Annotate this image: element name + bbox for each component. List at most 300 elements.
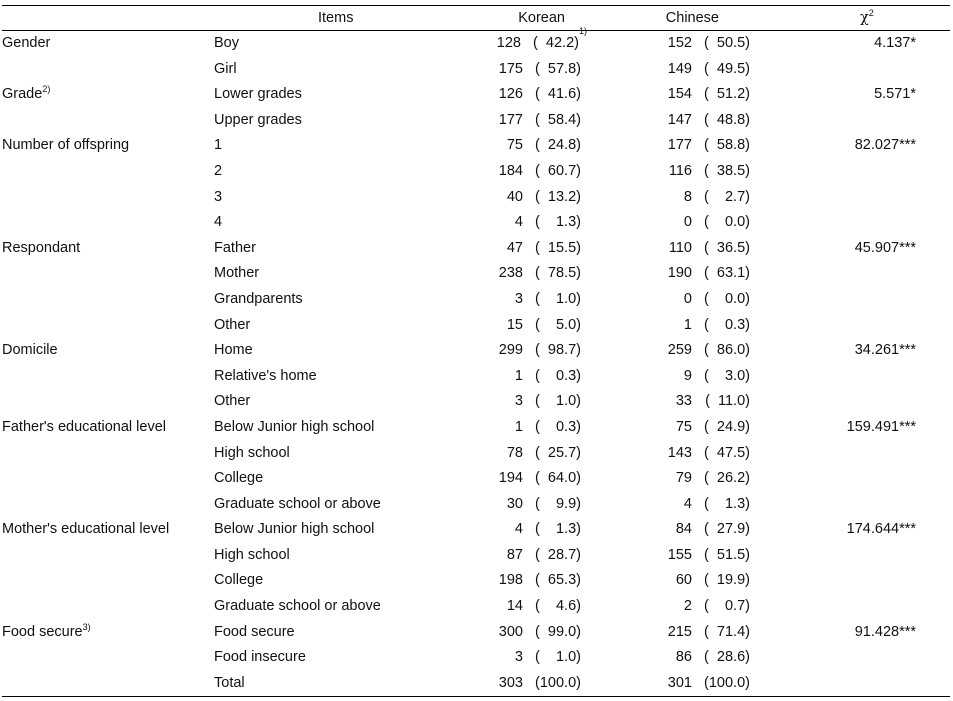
chinese-percent-wrap	[692, 313, 750, 339]
row-item: Graduate school or above	[214, 495, 381, 512]
percent-pad	[709, 163, 717, 179]
korean-value	[424, 82, 587, 108]
percent-close-paren: )	[576, 239, 581, 256]
chi-square-cell	[750, 287, 950, 313]
korean-count: 3	[514, 649, 523, 666]
percent-close-paren: )	[576, 60, 581, 77]
percent-open-paren: (	[700, 495, 709, 512]
korean-percent-wrap	[523, 492, 581, 518]
percent-value: 38.5	[716, 162, 746, 179]
percent-open-paren: (	[700, 111, 709, 128]
chinese-value	[587, 441, 750, 467]
chinese-cell	[587, 261, 750, 287]
percent-open-paren: (	[531, 239, 540, 256]
percent-pad	[540, 496, 556, 512]
table-row	[2, 568, 950, 594]
percent-value: 1.0	[555, 649, 577, 666]
table-row	[2, 57, 950, 83]
table-row	[2, 287, 950, 313]
chinese-cell	[587, 568, 750, 594]
korean-percent-wrap	[523, 159, 581, 185]
percent-pad	[709, 445, 717, 461]
percent-close-paren: )	[745, 60, 750, 77]
chinese-value	[587, 82, 750, 108]
table-row	[2, 82, 950, 108]
chinese-cell	[587, 31, 750, 57]
percent-pad	[540, 547, 548, 563]
percent-pad	[540, 265, 548, 281]
percent-value: 1.3	[724, 495, 746, 512]
chi-square-cell	[750, 108, 950, 134]
percent-pad	[710, 393, 718, 409]
korean-percent-wrap	[523, 415, 581, 441]
percent-value: 25.7	[547, 444, 577, 461]
chinese-cell	[587, 287, 750, 313]
chinese-value	[587, 415, 750, 441]
percent-value: 1.0	[555, 290, 577, 307]
row-category	[2, 108, 214, 134]
chinese-cell	[587, 82, 750, 108]
chinese-cell	[587, 185, 750, 211]
chinese-percent-wrap	[692, 108, 750, 134]
chinese-percent-wrap	[692, 261, 750, 287]
row-category	[2, 543, 214, 569]
chi-square-cell	[750, 466, 950, 492]
chinese-count: 1	[683, 316, 692, 333]
percent-value: 0.0	[724, 214, 746, 231]
chinese-cell	[587, 389, 750, 415]
korean-percent-wrap	[521, 31, 579, 57]
korean-percent-wrap	[523, 594, 581, 620]
korean-cell	[424, 671, 587, 697]
chi-square-value: 159.491***	[846, 418, 916, 435]
korean-value	[424, 57, 587, 83]
row-category	[2, 517, 214, 543]
table-row	[2, 159, 950, 185]
percent-pad	[709, 317, 725, 333]
percent-value: 58.8	[716, 137, 746, 154]
percent-close-paren: )	[745, 342, 750, 359]
percent-pad	[709, 214, 725, 230]
korean-cell	[424, 133, 587, 159]
chinese-percent-wrap	[692, 415, 750, 441]
chi-square-cell	[750, 594, 950, 620]
percent-value: 100.0	[539, 674, 577, 691]
percent-open-paren: (	[700, 162, 709, 179]
percent-open-paren: (	[531, 546, 540, 563]
category-label: Food secure	[2, 623, 83, 640]
korean-cell	[424, 415, 587, 441]
percent-pad	[709, 598, 725, 614]
korean-count: 299	[498, 342, 523, 359]
percent-open-paren: (	[531, 111, 540, 128]
percent-close-paren: )	[745, 367, 750, 384]
table-row	[2, 108, 950, 134]
percent-close-paren: )	[745, 444, 750, 461]
chinese-cell	[587, 517, 750, 543]
table-row	[2, 185, 950, 211]
chinese-value	[587, 338, 750, 364]
chinese-count: 79	[675, 470, 692, 487]
chinese-cell	[587, 364, 750, 390]
korean-cell	[424, 645, 587, 671]
percent-pad	[540, 649, 556, 665]
percent-open-paren: (	[700, 623, 709, 640]
percent-pad	[709, 189, 725, 205]
percent-value: 9.9	[555, 495, 577, 512]
percent-open-paren: (	[700, 367, 709, 384]
percent-close-paren: )	[745, 137, 750, 154]
percent-value: 86.0	[716, 342, 746, 359]
percent-pad	[709, 291, 725, 307]
chinese-percent-wrap	[692, 236, 750, 262]
korean-value	[424, 236, 587, 262]
table-row	[2, 517, 950, 543]
percent-pad	[540, 445, 548, 461]
table-row	[2, 364, 950, 390]
percent-close-paren: )	[745, 86, 750, 103]
korean-value	[424, 415, 587, 441]
percent-close-paren: )	[576, 495, 581, 512]
korean-count: 78	[506, 444, 523, 461]
percent-value: 0.3	[724, 316, 746, 333]
chi-square-value: 91.428***	[854, 623, 916, 640]
table-row	[2, 210, 950, 236]
category-label: Gender	[2, 35, 51, 51]
percent-open-paren: (	[531, 444, 540, 461]
percent-value: 0.7	[724, 598, 746, 615]
percent-close-paren: )	[576, 623, 581, 640]
chi-square-cell	[750, 389, 950, 415]
percent-open-paren: (	[531, 162, 540, 179]
percent-open-paren: (	[531, 572, 540, 589]
percent-open-paren: (	[531, 393, 540, 410]
percent-close-paren: )	[576, 546, 581, 563]
percent-open-paren: (	[700, 316, 709, 333]
row-item: Total	[214, 674, 245, 691]
characteristics-table	[2, 5, 950, 697]
chi-square-cell	[750, 441, 950, 467]
korean-count: 30	[506, 495, 523, 512]
korean-percent-wrap	[523, 261, 581, 287]
percent-open-paren: (	[700, 214, 709, 231]
chinese-value	[587, 31, 750, 57]
chinese-value	[587, 185, 750, 211]
chinese-percent-wrap	[692, 594, 750, 620]
row-category	[2, 620, 214, 646]
percent-value: 100.0	[708, 674, 746, 691]
percent-pad	[709, 496, 725, 512]
chi-square-cell	[750, 133, 950, 159]
chinese-cell	[587, 57, 750, 83]
row-category	[2, 82, 214, 108]
chinese-count: 60	[675, 572, 692, 589]
korean-cell	[424, 287, 587, 313]
table-row	[2, 389, 950, 415]
percent-open-paren: (	[700, 137, 709, 154]
row-item: Boy	[214, 35, 239, 51]
percent-close-paren: )	[576, 342, 581, 359]
korean-value	[424, 313, 587, 339]
header-korean: Korean	[518, 10, 565, 26]
chinese-value	[587, 236, 750, 262]
percent-open-paren: (	[531, 418, 540, 435]
chinese-percent-wrap	[692, 210, 750, 236]
percent-pad	[540, 137, 548, 153]
percent-pad	[540, 470, 548, 486]
percent-open-paren: (	[700, 598, 709, 615]
percent-value: 1.3	[555, 214, 577, 231]
chi-square-cell	[750, 261, 950, 287]
percent-value: 50.5	[716, 35, 746, 51]
row-category	[2, 364, 214, 390]
korean-count: 300	[498, 623, 523, 640]
table-row	[2, 671, 950, 697]
chinese-percent-wrap	[692, 389, 750, 415]
korean-value	[424, 671, 587, 697]
korean-value	[424, 492, 587, 518]
percent-open-paren: (	[700, 572, 709, 589]
percent-close-paren: )	[576, 470, 581, 487]
percent-open-paren: (	[531, 367, 540, 384]
korean-value	[424, 108, 587, 134]
korean-value	[424, 517, 587, 543]
korean-count: 3	[514, 290, 523, 307]
korean-count: 177	[498, 111, 523, 128]
percent-value: 0.3	[555, 418, 577, 435]
percent-open-paren: (	[528, 35, 538, 51]
percent-value: 5.0	[555, 316, 577, 333]
chi-square-cell	[750, 236, 950, 262]
korean-count: 128	[496, 35, 521, 51]
percent-pad	[540, 598, 556, 614]
korean-value	[424, 441, 587, 467]
row-item: Father	[214, 239, 256, 256]
chinese-count: 8	[683, 188, 692, 205]
percent-close-paren: )	[745, 265, 750, 282]
row-category	[2, 236, 214, 262]
percent-pad	[540, 163, 548, 179]
percent-close-paren: )	[576, 444, 581, 461]
chinese-cell	[587, 313, 750, 339]
percent-open-paren: (	[531, 60, 540, 77]
percent-close-paren: )	[745, 418, 750, 435]
category-label: Father's educational level	[2, 418, 166, 435]
korean-cell	[424, 313, 587, 339]
percent-close-paren: )	[576, 521, 581, 538]
chi-square-cell	[750, 338, 950, 364]
percent-pad	[540, 419, 556, 435]
korean-count: 75	[506, 137, 523, 154]
table-row	[2, 133, 950, 159]
percent-open-paren: (	[531, 290, 540, 307]
chinese-cell	[587, 415, 750, 441]
percent-open-paren: (	[531, 214, 540, 231]
chinese-value	[587, 313, 750, 339]
row-item: 1	[214, 137, 223, 154]
percent-close-paren: )	[745, 239, 750, 256]
chi-square-value: 174.644***	[846, 521, 916, 538]
table-row	[2, 415, 950, 441]
chi-square-cell	[750, 364, 950, 390]
chinese-cell	[587, 671, 750, 697]
percent-value: 48.8	[716, 111, 746, 128]
percent-open-paren: (	[700, 290, 709, 307]
chinese-cell	[587, 543, 750, 569]
korean-count: 238	[498, 265, 523, 282]
category-label: Number of offspring	[2, 137, 130, 154]
korean-cell	[424, 261, 587, 287]
row-item: Other	[214, 393, 251, 410]
korean-count: 184	[498, 162, 523, 179]
percent-open-paren: (	[700, 418, 709, 435]
table-row	[2, 466, 950, 492]
percent-pad	[709, 265, 717, 281]
percent-close-paren: )	[576, 188, 581, 205]
percent-open-paren: (	[531, 470, 540, 487]
percent-close-paren: )	[576, 137, 581, 154]
korean-cell	[424, 620, 587, 646]
korean-cell	[424, 441, 587, 467]
percent-value: 28.6	[716, 649, 746, 666]
chinese-percent-wrap	[692, 133, 750, 159]
percent-value: 58.4	[547, 111, 577, 128]
percent-open-paren: (	[700, 649, 709, 666]
chinese-count: 84	[675, 521, 692, 538]
korean-value	[424, 26, 587, 57]
korean-cell	[424, 517, 587, 543]
chinese-value	[587, 159, 750, 185]
row-category	[2, 415, 214, 441]
percent-value: 0.3	[555, 367, 577, 384]
chinese-value	[587, 389, 750, 415]
chi-square-cell	[750, 517, 950, 543]
chi-square-value: 4.137*	[874, 35, 916, 51]
percent-close-paren: )	[745, 572, 750, 589]
korean-value	[424, 594, 587, 620]
korean-value	[424, 364, 587, 390]
percent-value: 11.0	[718, 393, 746, 410]
korean-percent-wrap	[523, 338, 581, 364]
percent-value: 63.1	[716, 265, 746, 282]
chinese-count: 0	[683, 214, 692, 231]
percent-value: 98.7	[547, 342, 577, 359]
percent-close-paren: )	[576, 214, 581, 231]
korean-count: 4	[514, 214, 523, 231]
chinese-cell	[587, 236, 750, 262]
row-category	[2, 210, 214, 236]
chinese-count: 4	[683, 495, 692, 512]
chi-square-value: 5.571*	[874, 86, 916, 103]
korean-cell	[424, 57, 587, 83]
korean-percent-wrap	[523, 441, 581, 467]
row-item: 4	[214, 214, 223, 231]
korean-count: 1	[514, 418, 523, 435]
percent-value: 19.9	[716, 572, 746, 589]
chi-square-value: 34.261***	[854, 342, 916, 359]
percent-pad	[540, 214, 556, 230]
korean-count: 1	[514, 367, 523, 384]
korean-count: 126	[498, 86, 523, 103]
chinese-count: 259	[667, 342, 692, 359]
category-label: Respondant	[2, 239, 81, 256]
percent-open-paren: (	[531, 188, 540, 205]
chinese-cell	[587, 594, 750, 620]
table-row	[2, 338, 950, 364]
percent-close-paren: )	[576, 111, 581, 128]
percent-value: 49.5	[716, 60, 746, 77]
percent-close-paren: )	[576, 316, 581, 333]
chinese-cell	[587, 645, 750, 671]
chinese-count: 149	[667, 60, 692, 77]
chinese-count: 147	[667, 111, 692, 128]
korean-cell	[424, 466, 587, 492]
chinese-value	[587, 543, 750, 569]
korean-cell	[424, 338, 587, 364]
chinese-value	[587, 671, 750, 697]
korean-cell	[424, 159, 587, 185]
table-row	[2, 620, 950, 646]
korean-value	[424, 159, 587, 185]
korean-value	[424, 389, 587, 415]
korean-count: 303	[498, 674, 523, 691]
chinese-count: 2	[683, 598, 692, 615]
chinese-percent-wrap	[692, 441, 750, 467]
percent-close-paren: )	[576, 674, 581, 691]
category-footnote: 2)	[42, 84, 51, 95]
row-category	[2, 287, 214, 313]
chinese-percent-wrap	[692, 492, 750, 518]
percent-value: 42.2	[545, 35, 575, 51]
percent-open-paren: (	[700, 188, 709, 205]
korean-percent-wrap	[523, 236, 581, 262]
chinese-percent-wrap	[692, 568, 750, 594]
korean-value	[424, 645, 587, 671]
korean-count: 40	[506, 188, 523, 205]
chinese-cell	[587, 441, 750, 467]
korean-cell	[424, 236, 587, 262]
table-row	[2, 594, 950, 620]
korean-percent-wrap	[523, 543, 581, 569]
chi-square-cell	[750, 543, 950, 569]
chinese-count: 86	[675, 649, 692, 666]
row-item: Relative's home	[214, 367, 317, 384]
percent-close-paren: )	[745, 623, 750, 640]
chinese-count: 33	[675, 393, 692, 410]
row-item: Mother	[214, 265, 260, 282]
chinese-percent-wrap	[692, 620, 750, 646]
chinese-count: 0	[683, 290, 692, 307]
percent-value: 28.7	[547, 546, 577, 563]
chinese-percent-wrap	[692, 159, 750, 185]
percent-value: 13.2	[547, 188, 577, 205]
percent-pad	[540, 342, 548, 358]
chi-square-cell	[750, 210, 950, 236]
korean-cell	[424, 210, 587, 236]
row-item: 3	[214, 188, 223, 205]
category-label: Domicile	[2, 342, 58, 359]
row-category	[2, 568, 214, 594]
percent-close-paren: )	[576, 290, 581, 307]
percent-open-paren: (	[531, 342, 540, 359]
korean-cell	[424, 364, 587, 390]
percent-pad	[540, 112, 548, 128]
chinese-value	[587, 466, 750, 492]
korean-cell	[424, 543, 587, 569]
percent-open-paren: (	[700, 239, 709, 256]
chi-square-cell	[750, 185, 950, 211]
korean-value	[424, 620, 587, 646]
